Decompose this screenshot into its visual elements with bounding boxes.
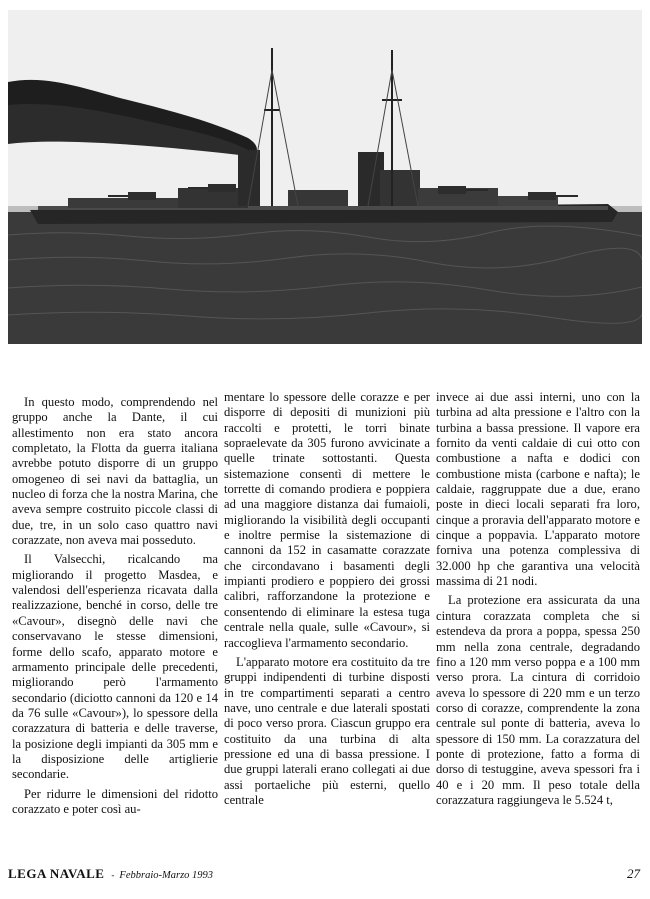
- text-column-3: [436, 390, 640, 808]
- text-column-1: [12, 395, 218, 817]
- paragraph: Il Valsecchi, ricalcando ma migliorando il progetto Masdea, e valendosi dell'esperienza ricavata dalla realizzazione, benché in corso, delle tre «Cavour», disegnò delle navi che conservavano le stesse dimensioni, forme dello scafo, apparato motore e armamento principale delle precedenti, migliorando però l'armamento secondario (diciotto cannoni da 120 e 14 da 76 sulle «Cavour»), lo spessore della corazzatura di batteria e delle traverse, la posizione degli impianti da 305 mm e la disposizione delle artiglierie secondarie.: [12, 552, 218, 782]
- paragraph: invece ai due assi interni, uno con la turbina ad alta pressione e l'altro con la turbina a bassa pressione. Il vapore era fornito da venti caldaie di cui otto con combustione a nafta e dodici con combustione mista (carbone e nafta); le caldaie, raggruppate due a due, erano poste in dieci locali separati fra loro, cinque a proravia dell'apparato motore e cinque a poppavia. L'apparato motore forniva una potenza complessiva di 32.000 hp che garantiva una velocità massima di 21 nodi.: [436, 390, 640, 589]
- battleship-illustration: [8, 10, 642, 344]
- magazine-name: LEGA NAVALE: [8, 866, 105, 881]
- text-column-2: [224, 390, 430, 808]
- paragraph: In questo modo, comprendendo nel gruppo anche la Dante, il cui allestimento non era stato ancora completato, la Flotta da guerra italiana avrebbe potuto disporre di un gruppo omogeneo di sei navi da battaglia, un nucleo di forza che la nostra Marina, che aveva sempre costruito piccole classi di due, tre, in un solo caso quattro navi corazzate, non aveva mai posseduto.: [12, 395, 218, 548]
- battleship-photo: [8, 10, 642, 344]
- paragraph: La protezione era assicurata da una cintura corazzata completa che si estendeva da prora a poppa, spessa 250 mm nella zona centrale, degradando fino a 120 mm verso poppa e a 100 mm verso prora. La cintura di corridoio aveva lo spessore di 220 mm e un terzo corso di corazze, comprendente la zona centrale sul ponte di batteria, aveva lo spessore di 150 mm. La corazzatura del ponte di protezione, fatto a forma di dorso di testuggine, aveva spessori fra i 40 e i 20 mm. Il peso totale della corazzatura raggiungeva le 5.524 t,: [436, 593, 640, 807]
- paragraph: L'apparato motore era costituito da tre gruppi indipendenti di turbine disposti in tre compartimenti separati a centro nave, uno centrale e due laterali spostati di poco verso prora. Ciascun gruppo era costituito da una turbina di alta pressione ed una di bassa pressione. I due gruppi laterali erano collegati ai due assi portaeliche più esterni, quello centrale: [224, 654, 430, 807]
- issue-date: Febbraio-Marzo 1993: [119, 870, 214, 881]
- paragraph: Per ridurre le dimensioni del ridotto corazzato e poter così au-: [12, 786, 218, 816]
- paragraph: mentare lo spessore delle corazze e per disporre di depositi di munizioni più raccolti e protetti, le torri binate sopraelevate da 305 furono avvicinate a quelle trinate sottostanti. Questa sistemazione consentì di mettere le torrette di comando prodiera e poppiera ad una maggiore distanza dai fumaioli, migliorando la visibilità degli occupanti e inoltre permise la sistemazione di cannoni da 152 in casamatte corazzate che circondavano i basamenti degli impianti prodiero e poppiero dei grossi calibri, rafforzandone la protezione e consentendo di eliminare la estesa tuga centrale nella quale, sulle «Cavour», si raccoglieva l'armamento secondario.: [224, 390, 430, 650]
- page-footer: [8, 866, 640, 884]
- page-number: 27: [627, 866, 640, 881]
- footer-separator: -: [111, 870, 115, 880]
